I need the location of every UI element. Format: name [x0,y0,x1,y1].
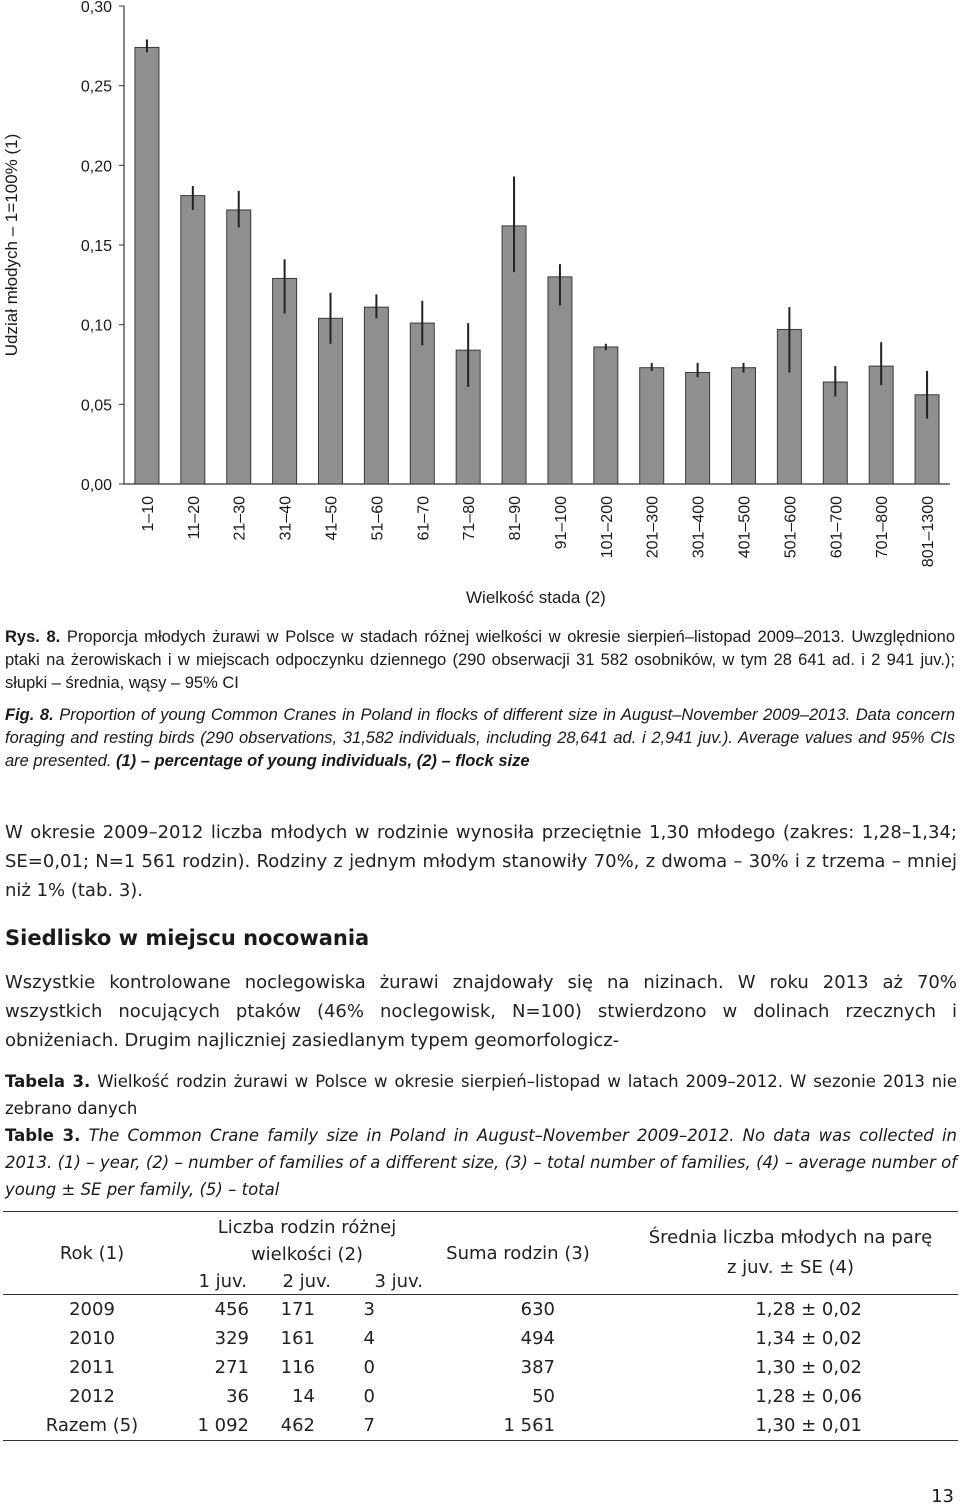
cell-1-juv: 1 092 [197,1414,249,1436]
cell-total: 387 [520,1356,555,1378]
figure-caption-en-text: Proportion of young Common Cranes in Poland in flocks of different size in August–November 2009–2013. Data concern foraging and resting birds (290 observations, 31,582 individuals, including 28,641 ad. i 2,941 juv.). Average values and 95% CIs are presented. [5,706,955,770]
body-paragraph-2: Wszystkie kontrolowane noclegowiska żurawi znajdowały się na nizinach. W roku 2013 aż 70% wszystkich nocujących ptaków (46% noclegowisk, N=100) stwierdzono w dolinach rzecznych i obniżeniach. Drugim najliczniej zasiedlanym typem geomorfologicz- [5,972,957,1051]
cell-mean: 1,28 ± 0,02 [755,1298,862,1320]
bar [732,368,756,484]
table-caption-pl [5,1068,957,1122]
cell-2-juv: 116 [280,1356,315,1378]
figure-label-en: Fig. 8. [5,706,54,724]
page-number: 13 [931,1486,954,1507]
y-tick-label: 0,05 [80,397,112,415]
x-axis-title: Wielkość stada (2) [466,588,606,607]
cell-year: Razem (5) [45,1414,139,1436]
bar [227,210,251,484]
x-tick-label: 11–20 [185,496,203,540]
cell-mean: 1,34 ± 0,02 [755,1327,862,1349]
x-tick-label: 801–1300 [920,496,938,568]
cell-total: 1 561 [503,1414,555,1436]
header-year: Rok (1) [59,1242,125,1264]
figure-caption-en-legend: (1) – percentage of young individuals, (2) – flock size [116,752,530,770]
x-tick-label: 701–800 [874,496,892,559]
table-caption-en-text: The Common Crane family size in Poland in August–November 2009–2012. No data was collected in 2013. [5,1126,957,1172]
cell-year: 2010 [69,1327,115,1349]
x-tick-label: 81–90 [507,496,525,541]
x-tick-label: 71–80 [461,496,479,541]
cell-mean: 1,28 ± 0,06 [755,1385,862,1407]
cell-1-juv: 36 [226,1385,249,1407]
cell-3-juv: 7 [363,1414,375,1436]
x-tick-label: 41–50 [323,496,341,541]
bar-chart [0,0,960,610]
table-label-en: Table 3. [5,1126,81,1145]
chart-bars-group [135,47,939,484]
y-tick-label: 0,15 [80,238,112,255]
x-tick-label: 301–400 [690,496,708,559]
y-tick-label: 0,20 [80,158,112,176]
x-tick-label: 21–30 [231,496,249,541]
y-tick-label: 0,25 [80,78,112,96]
bar [686,372,710,484]
cell-1-juv: 271 [214,1356,249,1378]
cell-3-juv: 0 [363,1356,375,1378]
x-tick-label: 61–70 [415,496,433,541]
cell-3-juv: 0 [363,1385,375,1407]
x-tick-label: 91–100 [552,496,570,550]
cell-total: 494 [520,1327,555,1349]
figure-caption-en [5,704,955,773]
chart-yticks-group [81,0,124,494]
header-2-juv: 2 juv. [282,1270,331,1292]
bar [594,347,618,484]
table-row [3,1295,958,1324]
x-tick-label: 601–700 [828,496,846,559]
cell-1-juv: 456 [214,1298,249,1320]
header-mean: Średnia liczba młodych na parę z juv. ± SE (4) [648,1227,933,1278]
bar [548,277,572,484]
x-tick-label: 401–500 [736,496,754,559]
table-caption-pl-text: Wielkość rodzin żurawi w Polsce w okresie sierpień–listopad w latach 2009–2012. W sezonie 2013 nie zebrano danych [5,1072,957,1118]
cell-year: 2011 [69,1356,115,1378]
y-tick-label: 0,30 [80,0,112,16]
x-tick-label: 31–40 [277,496,295,541]
cell-2-juv: 14 [292,1385,315,1407]
table-caption-en [5,1122,957,1203]
cell-2-juv: 161 [280,1327,315,1349]
cell-mean: 1,30 ± 0,01 [755,1414,862,1436]
cell-3-juv: 3 [363,1298,375,1320]
bar [135,47,159,484]
chart-errorbars-group [147,39,927,418]
x-tick-label: 201–300 [644,496,662,559]
cell-2-juv: 462 [280,1414,315,1436]
y-axis-title: Udział młodych – 1=100% (1) [2,133,21,357]
cell-year: 2012 [69,1385,115,1407]
header-3-juv: 3 juv. [374,1270,423,1292]
bar [181,196,205,484]
bar [640,368,664,484]
x-tick-label: 51–60 [369,496,387,541]
header-families: Liczba rodzin różnej wielkości (2) [217,1217,397,1265]
figure-caption-pl-text: Proporcja młodych żurawi w Polsce w stadach różnej wielkości w okresie sierpień–listopad 2009–2013. Uwzględniono ptaki na żerowiskach i w miejscach odpoczynku dziennego (290 obserwacji 31 582 osobników, w tym 28 641 ad. i 2 941 juv.); słupki – średnia, wąsy – 95% CI [5,628,956,692]
section-heading: Siedlisko w miejscu nocowania [5,926,370,950]
header-total: Suma rodzin (3) [446,1242,590,1264]
table-header-row [3,1212,958,1269]
cell-2-juv: 171 [280,1298,315,1320]
figure-caption-pl [5,626,955,695]
cell-mean: 1,30 ± 0,02 [755,1356,862,1378]
cell-year: 2009 [69,1298,115,1320]
table-row-total [3,1411,958,1441]
table-caption-en-legend: (1) – year, (2) – number of families of a different size, (3) – total number of families, (4) – average number of young ± SE per family, (5) – total [5,1153,957,1199]
x-tick-label: 1–10 [139,496,157,532]
table-row [3,1353,958,1382]
y-tick-label: 0,00 [80,477,112,494]
table-label-pl: Tabela 3. [5,1072,91,1091]
body-paragraph-1: W okresie 2009–2012 liczba młodych w rodzinie wynosiła przeciętnie 1,30 młodego (zakres: 1,28–1,34; SE=0,01; N=1 561 rodzin). Rodziny z jednym młodym stanowiły 70%, z dwoma – 30% i z trzema – mniej niż 1% (tab. 3). [5,822,957,901]
cell-1-juv: 329 [214,1327,249,1349]
bar [823,382,847,484]
header-1-juv: 1 juv. [198,1270,247,1292]
family-size-table [3,1211,958,1441]
cell-3-juv: 4 [363,1327,375,1349]
x-tick-label: 101–200 [598,496,616,559]
table-row [3,1382,958,1411]
bar [364,307,388,484]
cell-total: 50 [532,1385,555,1407]
figure-label-pl: Rys. 8. [5,628,61,646]
chart-xticks-group [140,496,937,567]
cell-total: 630 [520,1298,555,1320]
y-tick-label: 0,10 [80,317,112,335]
x-tick-label: 501–600 [782,496,800,559]
bar [410,323,434,484]
table-row [3,1324,958,1353]
